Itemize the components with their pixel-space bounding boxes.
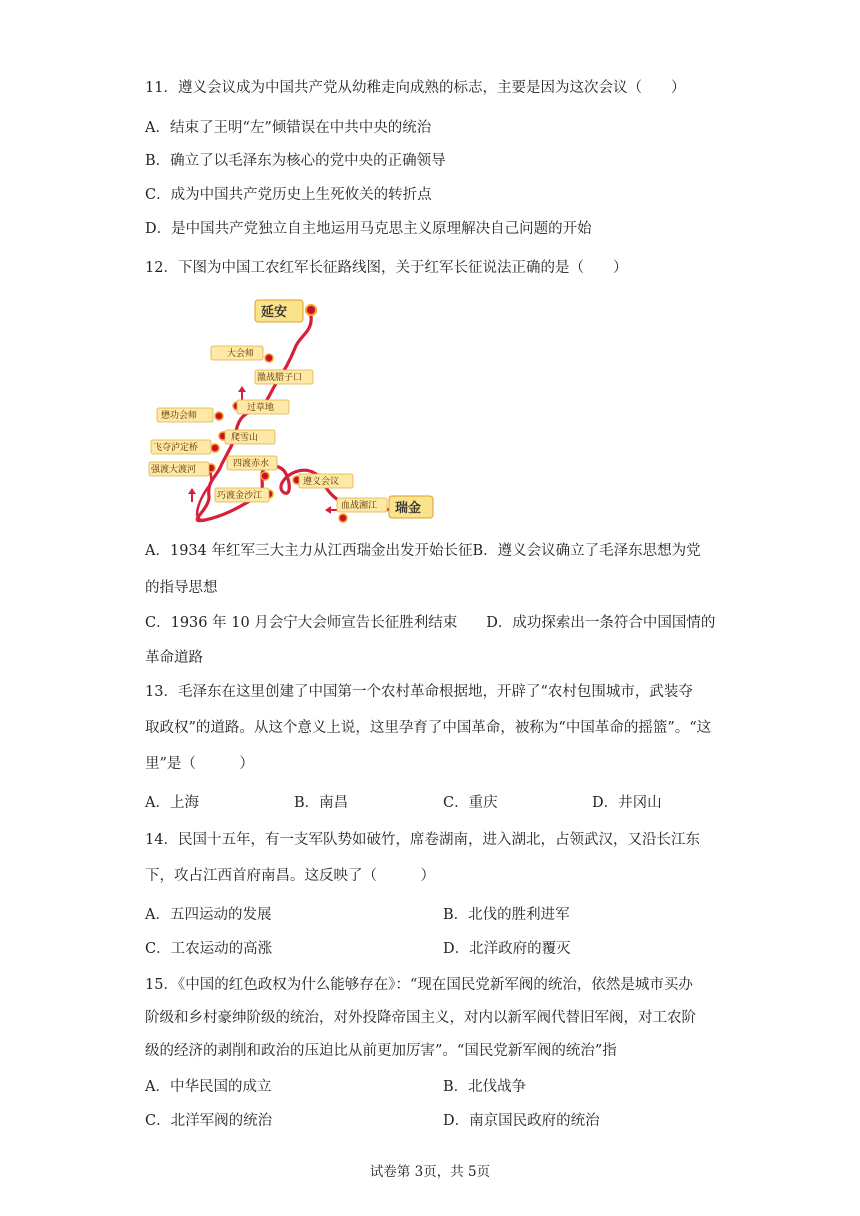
label-jinshajiang	[215, 488, 269, 502]
q15-option-a[interactable]: A．中华民国的成立	[145, 1079, 272, 1095]
q14-stem-line-2: 下，攻占江西首府南昌。这反映了（ ）	[145, 868, 435, 884]
q14-option-a[interactable]: A．五四运动的发展	[145, 907, 272, 923]
q15-stem-line-3: 级的经济的剥削和政治的压迫比从前更加厉害”。“国民党新军阀的统治”指	[145, 1043, 617, 1059]
q12-options-line-1[interactable]: A．1934 年红军三大主力从江西瑞金出发开始长征B．遵义会议确立了毛泽东思想为党	[145, 543, 701, 559]
svg-text:大会师: 大会师	[227, 349, 255, 359]
label-caodi	[237, 400, 289, 414]
q13-option-b[interactable]: B．南昌	[294, 795, 349, 811]
q11-option-c[interactable]: C．成为中国共产党历史上生死攸关的转折点	[145, 187, 432, 203]
label-luding	[151, 440, 211, 454]
label-zunyi	[299, 474, 353, 488]
svg-text:巧渡金沙江: 巧渡金沙江	[217, 491, 263, 501]
svg-text:过草地: 过草地	[247, 403, 275, 413]
svg-text:瑞金: 瑞金	[395, 501, 422, 516]
q15-stem-line-1: 15．《中国的红色政权为什么能够存在》：“现在国民党新军阀的统治，依然是城市买办	[145, 977, 693, 993]
q14-option-b[interactable]: B．北伐的胜利进军	[443, 907, 570, 923]
svg-text:遵义会议: 遵义会议	[303, 477, 340, 487]
svg-text:血战湘江: 血战湘江	[341, 501, 378, 511]
q12-options-line-3[interactable]: C．1936 年 10 月会宁大会师宣告长征胜利结束 D．成功探索出一条符合中国国情的	[145, 615, 716, 631]
q13-option-d[interactable]: D．井冈山	[592, 795, 662, 811]
q14-option-d[interactable]: D．北洋政府的覆灭	[443, 941, 571, 957]
q12-stem: 12．下图为中国工农红军长征路线图，关于红军长征说法正确的是（ ）	[145, 260, 628, 276]
svg-text:延安: 延安	[261, 305, 288, 320]
label-dahuishi	[211, 346, 263, 360]
svg-text:四渡赤水: 四渡赤水	[233, 459, 270, 469]
q12-options-line-2: 的指导思想	[145, 580, 218, 596]
label-yanan	[255, 300, 303, 322]
q14-option-c[interactable]: C．工农运动的高涨	[145, 941, 273, 957]
q11-option-d[interactable]: D．是中国共产党独立自主地运用马克思主义原理解决自己问题的开始	[145, 221, 592, 237]
long-march-route-map	[145, 296, 435, 528]
q11-option-a[interactable]: A．结束了王明“左”倾错误在中共中央的统治	[145, 120, 432, 136]
q13-stem-line-1: 13．毛泽东在这里创建了中国第一个农村革命根据地，开辟了“农村包围城市，武装夺	[145, 684, 693, 700]
q13-option-c[interactable]: C．重庆	[443, 795, 498, 811]
svg-text:激战腊子口: 激战腊子口	[257, 373, 303, 383]
q11-stem: 11．遵义会议成为中国共产党从幼稚走向成熟的标志，主要是因为这次会议（ ）	[145, 80, 686, 96]
label-lazikou	[255, 370, 313, 384]
q11-option-b[interactable]: B．确立了以毛泽东为核心的党中央的正确领导	[145, 153, 446, 169]
label-daduhe	[149, 462, 209, 476]
svg-text:懋功会师: 懋功会师	[161, 411, 198, 421]
label-chishui	[227, 456, 277, 470]
label-xiangjiang	[337, 498, 387, 512]
q14-stem-line-1: 14．民国十五年，有一支军队势如破竹，席卷湖南，进入湖北，占领武汉，又沿长江东	[145, 832, 700, 848]
q15-stem-line-2: 阶级和乡村豪绅阶级的统治，对外投降帝国主义，对内以新军阀代替旧军阀，对工农阶	[145, 1010, 696, 1026]
label-maogong	[157, 408, 213, 422]
q12-options-line-4: 革命道路	[145, 650, 203, 666]
svg-text:飞夺泸定桥: 飞夺泸定桥	[153, 443, 199, 453]
q15-option-d[interactable]: D．南京国民政府的统治	[443, 1113, 600, 1129]
q13-stem-line-2: 取政权”的道路。从这个意义上说，这里孕育了中国革命，被称为“中国革命的摇篮”。“这	[145, 720, 712, 736]
page-footer: 试卷第 3页，共 5页	[369, 1164, 491, 1180]
q15-option-c[interactable]: C．北洋军阀的统治	[145, 1113, 273, 1129]
q13-option-a[interactable]: A．上海	[145, 795, 199, 811]
label-xueshan	[225, 430, 275, 444]
q15-option-b[interactable]: B．北伐战争	[443, 1079, 527, 1095]
svg-text:强渡大渡河: 强渡大渡河	[151, 465, 197, 475]
q13-stem-line-3: 里”是（ ）	[145, 756, 254, 772]
label-ruijin	[389, 496, 433, 518]
svg-text:爬雪山: 爬雪山	[231, 433, 259, 443]
